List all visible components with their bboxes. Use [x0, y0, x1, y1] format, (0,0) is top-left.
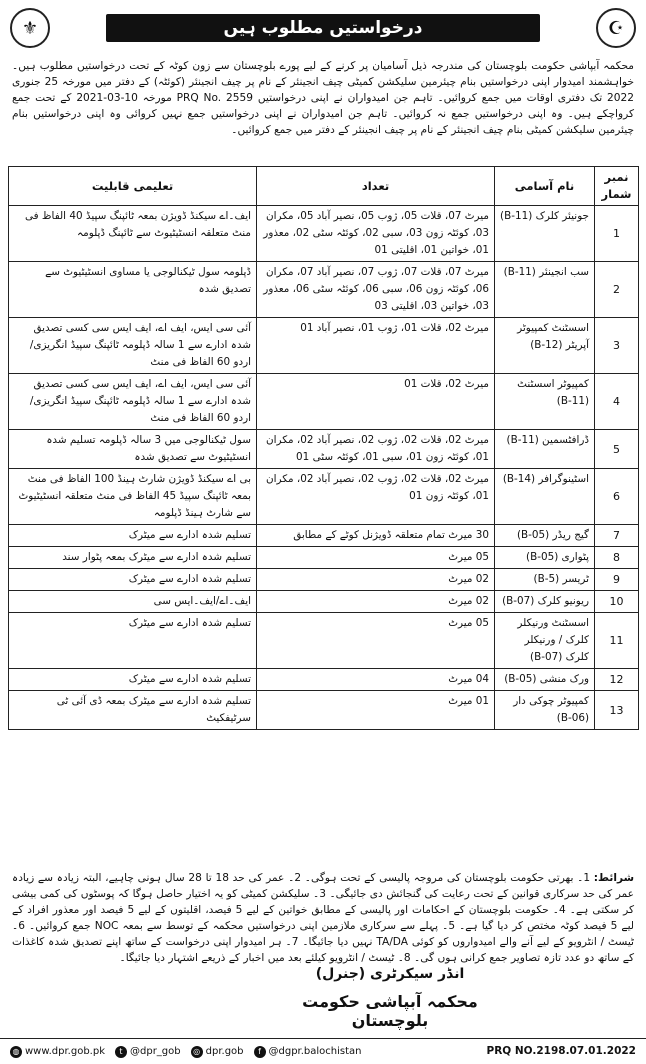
emblem-icon: ☪	[596, 8, 636, 48]
post-count: 02 میرٹ	[257, 591, 495, 613]
row-number: 10	[595, 591, 639, 613]
qualification: آئی سی ایس، ایف اے، ایف ایس سی کسی تصدیق شدہ ادارے سے 1 سالہ ڈپلومہ ٹائپنگ سپیڈ انگریزی/اردو 60 الفاظ فی منٹ	[9, 318, 257, 374]
post-name: جونیئر کلرک (B-11)	[495, 206, 595, 262]
row-number: 6	[595, 469, 639, 525]
post-name: کمپیوٹر اسسٹنٹ (B-11)	[495, 374, 595, 430]
table-row	[9, 591, 639, 613]
row-number: 3	[595, 318, 639, 374]
table-row	[9, 691, 639, 730]
row-number: 7	[595, 525, 639, 547]
footer-link-text: www.dpr.gob.pk	[25, 1046, 105, 1057]
row-number: 8	[595, 547, 639, 569]
qualification: ایف۔اے سیکنڈ ڈویژن بمعہ ٹائپنگ سپیڈ 40 الفاظ فی منٹ متعلقہ انسٹیٹیوٹ سے ٹائپنگ ڈپلومہ	[9, 206, 257, 262]
header-sno: نمبر شمار	[595, 167, 639, 206]
row-number: 4	[595, 374, 639, 430]
qualification: تسلیم شدہ ادارے سے میٹرک	[9, 669, 257, 691]
post-name: ڈرافٹسمین (B-11)	[495, 430, 595, 469]
table-row	[9, 469, 639, 525]
table-row	[9, 318, 639, 374]
twitter-icon: t	[115, 1046, 127, 1058]
footer-link-text: dpr.gob	[205, 1046, 244, 1057]
row-number: 1	[595, 206, 639, 262]
table-row	[9, 374, 639, 430]
conditions	[12, 870, 634, 966]
post-name: سب انجینئر (B-11)	[495, 262, 595, 318]
post-count: میرٹ 02، قلات 02، ژوب 02، نصیر آباد 02، مکران 01، کوئٹہ زون 01	[257, 469, 495, 525]
post-count: میرٹ 07، قلات 05، ژوب 05، نصیر آباد 05، مکران 03، کوئٹہ زون 03، سبی 02، کوئٹہ سٹی 02، معذور 01، خواتین 01، اقلیتی 01	[257, 206, 495, 262]
footer-link-text: @dgpr.balochistan	[268, 1046, 362, 1057]
post-count: 30 میرٹ تمام متعلقہ ڈویژنل کوٹے کے مطابق	[257, 525, 495, 547]
post-count: میرٹ 02، قلات 01	[257, 374, 495, 430]
table-row	[9, 206, 639, 262]
qualification: تسلیم شدہ ادارے سے میٹرک	[9, 569, 257, 591]
footer-link-text: @dpr_gob	[130, 1046, 181, 1057]
post-name: پٹواری (B-05)	[495, 547, 595, 569]
qualification: ڈپلومہ سول ٹیکنالوجی یا مساوی انسٹیٹیوٹ سے تصدیق شدہ	[9, 262, 257, 318]
row-number: 5	[595, 430, 639, 469]
table-row	[9, 547, 639, 569]
table-row	[9, 525, 639, 547]
vacancy-table	[8, 166, 639, 730]
table-row	[9, 430, 639, 469]
row-number: 11	[595, 613, 639, 669]
qualification: تسلیم شدہ ادارے سے میٹرک	[9, 613, 257, 669]
instagram-icon: ◎	[191, 1046, 203, 1058]
table-row	[9, 569, 639, 591]
row-number: 9	[595, 569, 639, 591]
post-name: کمپیوٹر چوکی دار (B-06)	[495, 691, 595, 730]
row-number: 12	[595, 669, 639, 691]
footer	[0, 1038, 646, 1064]
qualification: ایف۔اے/ایف۔ایس سی	[9, 591, 257, 613]
page-title: درخواستیں مطلوب ہیں	[106, 14, 540, 42]
row-number: 13	[595, 691, 639, 730]
conditions-text: 1۔ بھرتی حکومت بلوچستان کی مروجہ پالیسی کے تحت ہوگی۔ 2۔ عمر کی حد 18 تا 28 سال ہونی چاہیے، البتہ زیادہ سے زیادہ عمر کی حد سرکاری قوانین کے تحت رعایت کی گنجائش دی جائیگی۔ 3۔ سلیکشن کمیٹی کو یہ اختیار حاصل ہوگا کہ پوسٹوں کی کمی بیشی کر سکتی ہے۔ 4۔ حکومت بلوچستان کے احکامات اور پالیسی کے مطابق خواتین کے لیے 5 فیصد، اقلیتوں کے لیے 5 فیصد اور معذور افراد کے لیے 5 فیصد کوٹہ مختص کر دیا گیا ہے۔ 5۔ پہلے سے سرکاری ملازمین اپنی درخواستیں محکمہ کے توسط سے بمعہ NOC جمع کروائیں۔ 6۔ ٹیسٹ / انٹرویو کے لیے آنے والے امیدواروں کو کوئی TA/DA نہیں دیا جائیگا۔ 7۔ ہر امیدوار اپنی درخواست کے ساتھ اپنے تصدیق شدہ کاغذات کے ساتھ دو عدد تازہ تصاویر جمع کرانی ہوں گی۔ 8۔ ٹیسٹ / انٹرویو کیلئے بعد میں اخبار کے ذریعے اشتہار دیا جائیگا۔	[12, 872, 635, 964]
header-count: تعداد	[257, 167, 495, 206]
post-name: اسسٹنٹ ورنیکلر کلرک / ورنیکلر کلرک (B-07)	[495, 613, 595, 669]
intro-paragraph: محکمہ آبپاشی حکومت بلوچستان کی مندرجہ ذیل آسامیان پر کرنے کے لیے پورے بلوچستان سے زون کوٹہ کے تحت درخواستیں مطلوب ہیں۔ خواہشمند امیدوار اپنی درخواستیں بنام چیئرمین سلیکشن کمیٹی چیف انجینئر کے نام پر چیف انجینئر (کوئٹہ) کے دفتر میں مورخہ 25 جنوری 2022 تک دفتری اوقات میں جمع کروائیں۔ تاہم جن امیدواران نے اپنی درخواستیں PRQ No. 2559 مورخہ 10-03-2021 کے تحت جمع کرواچکے ہیں۔ وہ اپنی درخواستیں جمع نہ کروائیں۔ تاہم جن امیدواران نے اپنی درخواستیں جمع نہیں کروائی وہ اپنی درخواستیں بنام چیئرمین سلیکشن کمیٹی بنام چیف انجینئر کے نام پر چیف انجینئر کے دفتر میں جمع کروائیں۔	[12, 60, 634, 136]
qualification: تسلیم شدہ ادارے سے میٹرک بمعہ پٹوار سند	[9, 547, 257, 569]
post-name: اسٹینوگرافر (B-14)	[495, 469, 595, 525]
post-count: میرٹ 02، قلات 01، ژوب 01، نصیر آباد 01	[257, 318, 495, 374]
post-name: ریونیو کلرک (B-07)	[495, 591, 595, 613]
post-count: 01 میرٹ	[257, 691, 495, 730]
footer-link[interactable]	[254, 1046, 362, 1058]
globe-icon: ◍	[10, 1046, 22, 1058]
qualification: تسلیم شدہ ادارے سے میٹرک	[9, 525, 257, 547]
header-post: نام آسامی	[495, 167, 595, 206]
footer-link[interactable]	[191, 1046, 244, 1058]
post-count: 05 میرٹ	[257, 547, 495, 569]
qualification: بی اے سیکنڈ ڈویژن شارٹ ہینڈ 100 الفاظ فی منٹ بمعہ ٹائپنگ سپیڈ 45 الفاظ فی منٹ متعلقہ انسٹیٹیوٹ سے شارٹ ہینڈ ڈپلومہ	[9, 469, 257, 525]
qualification: آئی سی ایس، ایف اے، ایف ایس سی کسی تصدیق شدہ ادارے سے 1 سالہ ڈپلومہ ٹائپنگ سپیڈ انگریزی/اردو 60 الفاظ فی منٹ	[9, 374, 257, 430]
post-name: گیج ریڈر (B-05)	[495, 525, 595, 547]
emblem-icon: ⚜	[10, 8, 50, 48]
post-count: میرٹ 07، قلات 07، ژوب 07، نصیر آباد 07، مکران 06، کوئٹہ زون 06، سبی 06، کوئٹہ سٹی 06، معذور 03، خواتین 03، اقلیتی 03	[257, 262, 495, 318]
table-row	[9, 262, 639, 318]
row-number: 2	[595, 262, 639, 318]
post-name: ورک منشی (B-05)	[495, 669, 595, 691]
post-count: 05 میرٹ	[257, 613, 495, 669]
signature-designation: انڈر سیکرٹری (جنرل)	[315, 966, 465, 982]
post-name: اسسٹنٹ کمپیوٹر آپریٹر (B-12)	[495, 318, 595, 374]
table-row	[9, 669, 639, 691]
post-count: میرٹ 02، قلات 02، ژوب 02، نصیر آباد 02، مکران 01، کوئٹہ زون 01، سبی 01، کوئٹہ سٹی 01	[257, 430, 495, 469]
qualification: سول ٹیکنالوجی میں 3 سالہ ڈپلومہ تسلیم شدہ انسٹیٹیوٹ سے تصدیق شدہ	[9, 430, 257, 469]
table-row	[9, 613, 639, 669]
prq-number: PRQ NO.2198.07.01.2022	[486, 1045, 636, 1057]
qualification: تسلیم شدہ ادارے سے میٹرک بمعہ ڈی آئی ٹی سرٹیفکیٹ	[9, 691, 257, 730]
footer-link[interactable]	[115, 1046, 181, 1058]
post-count: 04 میرٹ	[257, 669, 495, 691]
facebook-icon: f	[254, 1046, 266, 1058]
header-qualification: تعلیمی قابلیت	[9, 167, 257, 206]
signature-department: محکمہ آبپاشی حکومت بلوچستان	[302, 992, 478, 1030]
footer-link[interactable]	[10, 1046, 105, 1058]
table-header-row	[9, 167, 639, 206]
header	[10, 8, 636, 50]
post-count: 02 میرٹ	[257, 569, 495, 591]
conditions-label: شرائط:	[593, 872, 634, 884]
post-name: ٹریسر (B-5)	[495, 569, 595, 591]
